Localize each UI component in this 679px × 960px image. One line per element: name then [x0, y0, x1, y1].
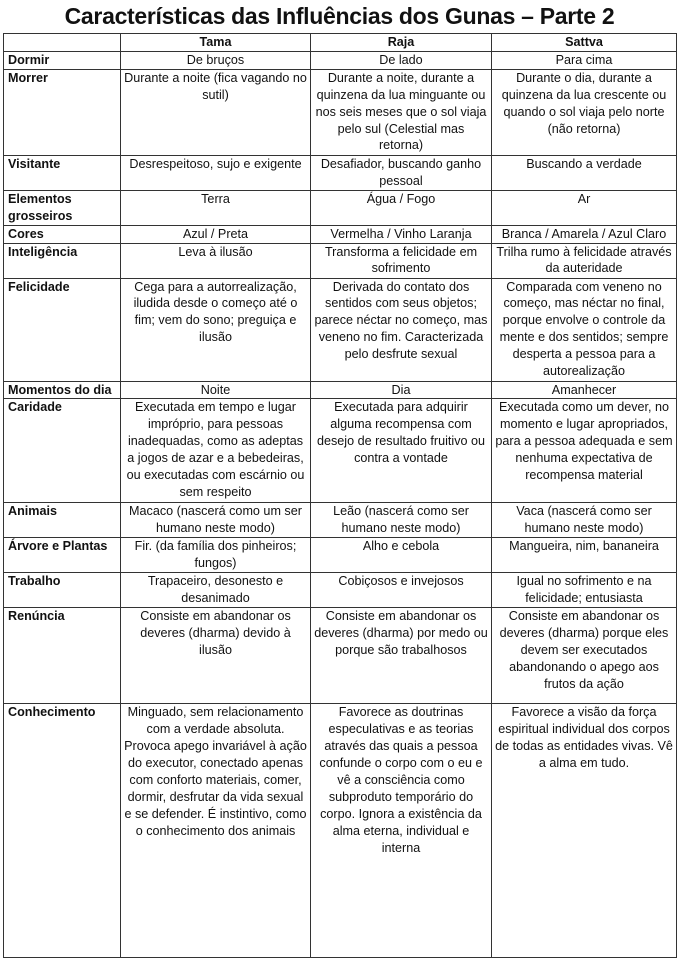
tama-cell: Fir. (da família dos pinheiros; fungos) [121, 538, 311, 573]
header-raja: Raja [311, 34, 492, 52]
raja-cell: Consiste em abandonar os deveres (dharma) por medo ou porque são trabalhosos [311, 608, 492, 704]
header-empty [4, 34, 121, 52]
table-row [4, 155, 677, 190]
raja-cell: Desafiador, buscando ganho pessoal [311, 155, 492, 190]
sattva-cell: Consiste em abandonar os deveres (dharma) porque eles devem ser executados abandonando o apego aos frutos da ação [492, 608, 677, 704]
row-label: Árvore e Plantas [4, 538, 121, 573]
tama-cell: De bruços [121, 51, 311, 69]
table-row [4, 225, 677, 243]
tama-cell: Trapaceiro, desonesto e desanimado [121, 573, 311, 608]
sattva-cell: Durante o dia, durante a quinzena da lua crescente ou quando o sol viaja pelo norte (não retorna) [492, 69, 677, 155]
tama-cell: Executada em tempo e lugar impróprio, para pessoas inadequadas, como as adeptas a jogos de azar e a bebedeiras, ou executadas com escárnio ou sem respeito [121, 399, 311, 503]
raja-cell: Durante a noite, durante a quinzena da lua minguante ou nos seis meses que o sol viaja pelo sul (Celestial mas retorna) [311, 69, 492, 155]
sattva-cell: Favorece a visão da força espiritual individual dos corpos de todas as entidades vivas. Vê a alma em tudo. [492, 704, 677, 958]
table-row [4, 399, 677, 503]
table-row [4, 608, 677, 704]
row-label: Cores [4, 225, 121, 243]
table-row [4, 51, 677, 69]
table-row [4, 538, 677, 573]
gunas-table [3, 33, 677, 958]
header-sattva: Sattva [492, 34, 677, 52]
sattva-cell: Branca / Amarela / Azul Claro [492, 225, 677, 243]
row-label: Trabalho [4, 573, 121, 608]
sattva-cell: Comparada com veneno no começo, mas néctar no final, porque envolve o controle da mente e dos sentidos; sempre desperta a pessoa para a autorealização [492, 278, 677, 381]
table-row [4, 243, 677, 278]
tama-cell: Azul / Preta [121, 225, 311, 243]
tama-cell: Durante a noite (fica vagando no sutil) [121, 69, 311, 155]
raja-cell: Leão (nascerá como ser humano neste modo) [311, 503, 492, 538]
sattva-cell: Trilha rumo à felicidade através da auteridade [492, 243, 677, 278]
row-label: Conhecimento [4, 704, 121, 958]
sattva-cell: Ar [492, 190, 677, 225]
row-label: Dormir [4, 51, 121, 69]
row-label: Morrer [4, 69, 121, 155]
table-row [4, 381, 677, 399]
raja-cell: Transforma a felicidade em sofrimento [311, 243, 492, 278]
sattva-cell: Buscando a verdade [492, 155, 677, 190]
raja-cell: Alho e cebola [311, 538, 492, 573]
row-label: Felicidade [4, 278, 121, 381]
tama-cell: Terra [121, 190, 311, 225]
row-label: Renúncia [4, 608, 121, 704]
raja-cell: Água / Fogo [311, 190, 492, 225]
sattva-cell: Amanhecer [492, 381, 677, 399]
raja-cell: Executada para adquirir alguma recompensa com desejo de resultado fruitivo ou contra a vontade [311, 399, 492, 503]
tama-cell: Cega para a autorrealização, iludida desde o começo até o fim; vem do sono; preguiça e ilusão [121, 278, 311, 381]
row-label: Caridade [4, 399, 121, 503]
sattva-cell: Igual no sofrimento e na felicidade; entusiasta [492, 573, 677, 608]
row-label: Animais [4, 503, 121, 538]
tama-cell: Leva à ilusão [121, 243, 311, 278]
sattva-cell: Vaca (nascerá como ser humano neste modo) [492, 503, 677, 538]
sattva-cell: Mangueira, nim, bananeira [492, 538, 677, 573]
tama-cell: Desrespeitoso, sujo e exigente [121, 155, 311, 190]
table-row [4, 503, 677, 538]
raja-cell: De lado [311, 51, 492, 69]
row-label: Inteligência [4, 243, 121, 278]
raja-cell: Dia [311, 381, 492, 399]
table-row [4, 704, 677, 958]
table-row [4, 278, 677, 381]
row-label: Elementos grosseiros [4, 190, 121, 225]
sattva-cell: Para cima [492, 51, 677, 69]
row-label: Momentos do dia [4, 381, 121, 399]
raja-cell: Cobiçosos e invejosos [311, 573, 492, 608]
table-row [4, 190, 677, 225]
row-label: Visitante [4, 155, 121, 190]
tama-cell: Macaco (nascerá como um ser humano neste modo) [121, 503, 311, 538]
sattva-cell: Executada como um dever, no momento e lugar apropriados, para a pessoa adequada e sem nenhuma expectativa de recompensa material [492, 399, 677, 503]
table-row [4, 69, 677, 155]
raja-cell: Derivada do contato dos sentidos com seus objetos; parece néctar no começo, mas veneno no fim. Caracterizada pelo desfrute sexual [311, 278, 492, 381]
document-title: Características das Influências dos Gunas – Parte 2 [64, 3, 615, 29]
header-tama: Tama [121, 34, 311, 52]
raja-cell: Favorece as doutrinas especulativas e as teorias através das quais a pessoa confunde o corpo com o eu e vê a consciência como subproduto temporário do corpo. Ignora a existência da alma eterna, individual e interna [311, 704, 492, 958]
tama-cell: Minguado, sem relacionamento com a verdade absoluta. Provoca apego invariável à ação do executor, conectado apenas com conforto materiais, comer, dormir, desfrutar da vida sexual e se defender. É instintivo, como o conhecimento dos animais [121, 704, 311, 958]
table-header-row [4, 34, 677, 52]
raja-cell: Vermelha / Vinho Laranja [311, 225, 492, 243]
tama-cell: Noite [121, 381, 311, 399]
table-row [4, 573, 677, 608]
tama-cell: Consiste em abandonar os deveres (dharma) devido à ilusão [121, 608, 311, 704]
